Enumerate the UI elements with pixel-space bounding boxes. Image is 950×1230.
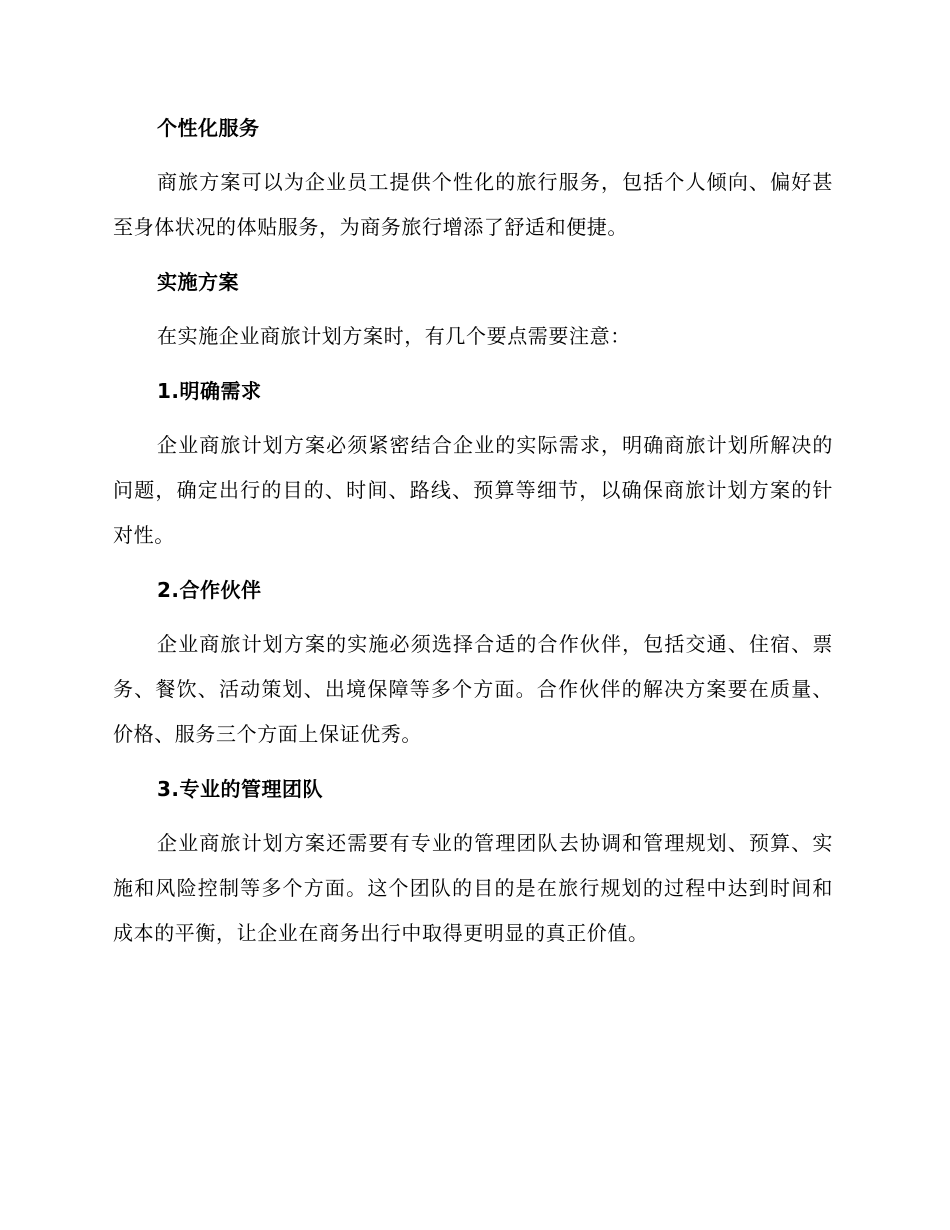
- section-heading-management-team: 3.专业的管理团队: [157, 777, 324, 801]
- section-paragraph-partners: 企业商旅计划方案的实施必须选择合适的合作伙伴，包括交通、住宿、票务、餐饮、活动策划、出境保障等多个方面。合作伙伴的解决方案要在质量、价格、服务三个方面上保证优秀。: [113, 632, 833, 746]
- section-paragraph-management-team: 企业商旅计划方案还需要有专业的管理团队去协调和管理规划、预算、实施和风险控制等多个方面。这个团队的目的是在旅行规划的过程中达到时间和成本的平衡，让企业在商务出行中取得更明显的真正价值。: [113, 831, 833, 945]
- section-paragraph-clarify-needs: 企业商旅计划方案必须紧密结合企业的实际需求，明确商旅计划所解决的问题，确定出行的目的、时间、路线、预算等细节，以确保商旅计划方案的针对性。: [113, 433, 833, 547]
- section-paragraph-implementation-plan: 在实施企业商旅计划方案时，有几个要点需要注意：: [157, 324, 631, 348]
- section-heading-clarify-needs: 1.明确需求: [157, 379, 262, 403]
- section-heading-partners: 2.合作伙伴: [157, 578, 262, 602]
- section-paragraph-personalized-service: 商旅方案可以为企业员工提供个性化的旅行服务，包括个人倾向、偏好甚至身体状况的体贴服务，为商务旅行增添了舒适和便捷。: [113, 170, 833, 239]
- section-heading-implementation-plan: 实施方案: [157, 270, 239, 294]
- section-heading-personalized-service: 个性化服务: [157, 116, 260, 140]
- document-body: [113, 108, 833, 956]
